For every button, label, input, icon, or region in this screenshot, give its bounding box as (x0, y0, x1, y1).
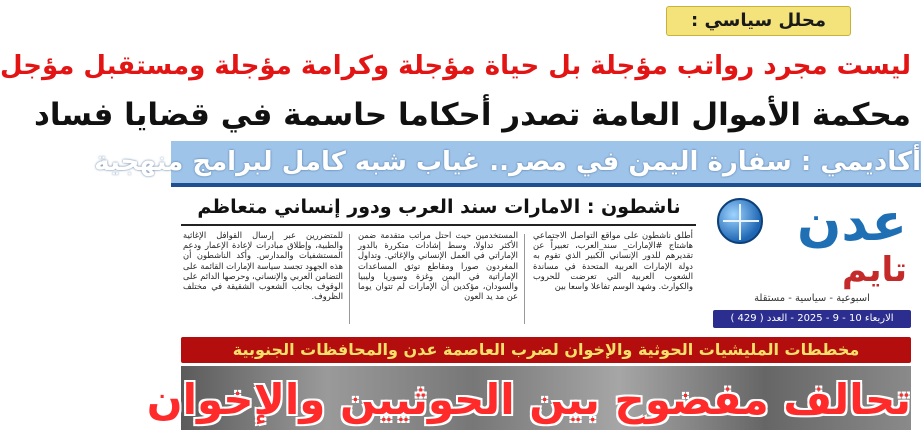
story-column-3: للمتضررين عبر إرسال القوافل الإغاثية والطبية، وإطلاق مبادرات لإعادة الإعمار ودعم المستشفيات والمدارس. وأكد الناشطون أن هذه الجهود تجسد سياسة الإمارات القائمة على التضامن العربي والإنساني، وحرصها الدائم على الوقوف بجانب الشعوب الشقيقة في مختلف الظروف. (183, 230, 343, 302)
masthead-title: عدن (797, 193, 907, 253)
masthead-subtitle: تايم (842, 250, 907, 290)
masthead (707, 190, 917, 332)
lead-photo (146, 366, 911, 430)
top-strip (171, 0, 921, 42)
story-column-2: المستخدمين حيث احتل مراتب متقدمة ضمن الأكثر تداولا، وسط إشادات متكررة بالدور الإماراتي في العمل الإنساني والإغاثي. وتداول المغردون صورا ومقاطع توثق المساعدات الإماراتية في اليمن وغزة وسوريا وليبيا والسودان، مؤكدين أن الإمارات لم تتوان يوما عن مد يد العون (358, 230, 518, 302)
column-separator (524, 234, 525, 324)
lead-headline[interactable]: تحالف مفضوح بين الحوثيين والإخوان (146, 375, 911, 424)
section-divider (171, 183, 921, 187)
uae-story (181, 190, 696, 330)
headline-court[interactable]: محكمة الأموال العامة تصدر أحكاما حاسمة في قضايا فساد (33, 97, 911, 133)
bottom-section (146, 337, 921, 430)
headline-embassy[interactable]: أكاديمي : سفارة اليمن في مصر.. غياب شبه كامل لبرامج منهجية (171, 141, 921, 183)
story-title[interactable]: ناشطون : الامارات سند العرب ودور إنساني متعاظم (197, 196, 681, 218)
bottom-banner[interactable]: مخططات المليشيات الحوثية والإخوان لضرب العاصمة عدن والمحافظات الجنوبية (181, 337, 911, 363)
globe-logo-icon (717, 198, 763, 244)
masthead-tagline: اسبوعية - سياسية - مستقلة (754, 293, 870, 304)
headline-salaries[interactable]: ليست مجرد رواتب مؤجلة بل حياة مؤجلة وكرامة مؤجلة ومستقبل مؤجل (0, 51, 911, 81)
story-column-1: أطلق ناشطون على مواقع التواصل الاجتماعي هاشتاج #الإمارات_ سند_العرب، تعبيراً عن تقديرهم للدور الإنساني الكبير الذي تقوم به دولة الإمارات العربية المتحدة في مساندة الشعوب العربية التي تعرضت للحروب والكوارث. وشهد الوسم تفاعلا واسعا بين (533, 230, 693, 292)
story-rule (181, 224, 696, 226)
column-separator (349, 234, 350, 324)
issue-date-bar: الاربعاء 10 - 9 - 2025 - العدد ( 429 ) (713, 310, 911, 328)
analyst-kicker: محلل سياسي : (666, 6, 851, 36)
